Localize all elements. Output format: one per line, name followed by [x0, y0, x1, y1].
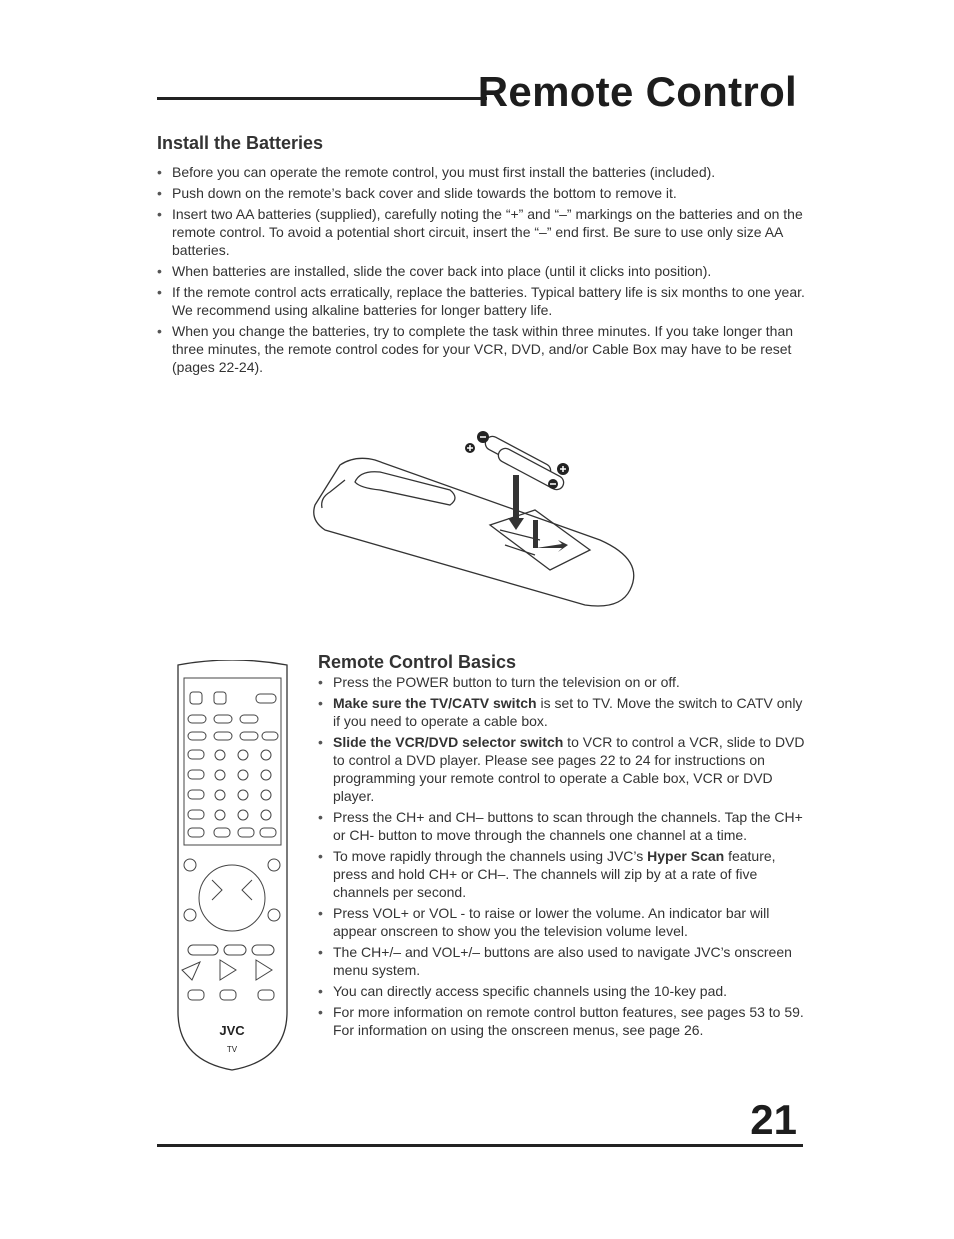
list-item: • Press the POWER button to turn the television on or off. — [318, 674, 680, 690]
list-item: • Push down on the remote’s back cover and slide towards the bottom to remove it. — [157, 185, 677, 201]
remote-control-basics-list — [318, 673, 805, 1039]
list-item: • Before you can operate the remote control, you must first install the batteries (included). — [157, 164, 716, 180]
header-rule — [157, 97, 487, 100]
install-batteries-list — [157, 163, 805, 379]
page-title: Remote Control — [477, 68, 797, 115]
list-item: • Make sure the TV/CATV switch is set to TV. Move the switch to CATV only if you need to operate a cable box. — [318, 695, 803, 729]
list-item: • Insert two AA batteries (supplied), carefully noting the “+” and “–” markings on the batteries and on the remote control. To avoid a potential short circuit, insert the “–” end first. Be sure to use only size AA batteries. — [157, 206, 803, 258]
list-item: • The CH+/– and VOL+/– buttons are also used to navigate JVC’s onscreen menu system. — [318, 944, 792, 978]
list-item: • For more information on remote control button features, see pages 53 to 59. For information on using the onscreen menus, see page 26. — [318, 1004, 804, 1038]
list-item: • Slide the VCR/DVD selector switch to VCR to control a VCR, slide to DVD to control a DVD player. Please see pages 22 to 24 for instructions on programming your remote control to operate a Cable box, VCR or DVD player. — [318, 734, 805, 804]
remote-brand-label: JVC — [219, 1023, 245, 1038]
list-item: • When you change the batteries, try to complete the task within three minutes. If you take longer than three minutes, the remote control codes for your VCR, DVD, and/or Cable Box may have to be reset (pages 22-24). — [157, 323, 794, 375]
remote-control-basics-section — [318, 652, 805, 1042]
remote-model-label: TV — [226, 1045, 238, 1054]
list-item: • To move rapidly through the channels using JVC’s Hyper Scan feature, press and hold CH+ or CH–. The channels will zip by at a rate of five channels per second. — [318, 848, 776, 900]
page-number: 21 — [750, 1096, 797, 1143]
remote-control-diagram — [170, 660, 295, 1080]
footer-rule — [157, 1144, 803, 1147]
list-item: • You can directly access specific channels using the 10-key pad. — [318, 983, 728, 999]
install-batteries-heading: Install the Batteries — [157, 133, 324, 153]
list-item: • Press VOL+ or VOL - to raise or lower the volume. An indicator bar will appear onscreen to show you the television volume level. — [318, 905, 770, 939]
list-item: • If the remote control acts erratically, replace the batteries. Typical battery life is six months to one year. We recommend using alkaline batteries for longer battery life. — [157, 284, 805, 318]
battery-installation-illustration — [300, 420, 650, 630]
list-item: • When batteries are installed, slide the cover back into place (until it clicks into position). — [157, 263, 712, 279]
list-item: • Press the CH+ and CH– buttons to scan through the channels. Tap the CH+ or CH- button to move through the channels one channel at a time. — [318, 809, 803, 843]
remote-control-basics-heading: Remote Control Basics — [318, 652, 517, 672]
